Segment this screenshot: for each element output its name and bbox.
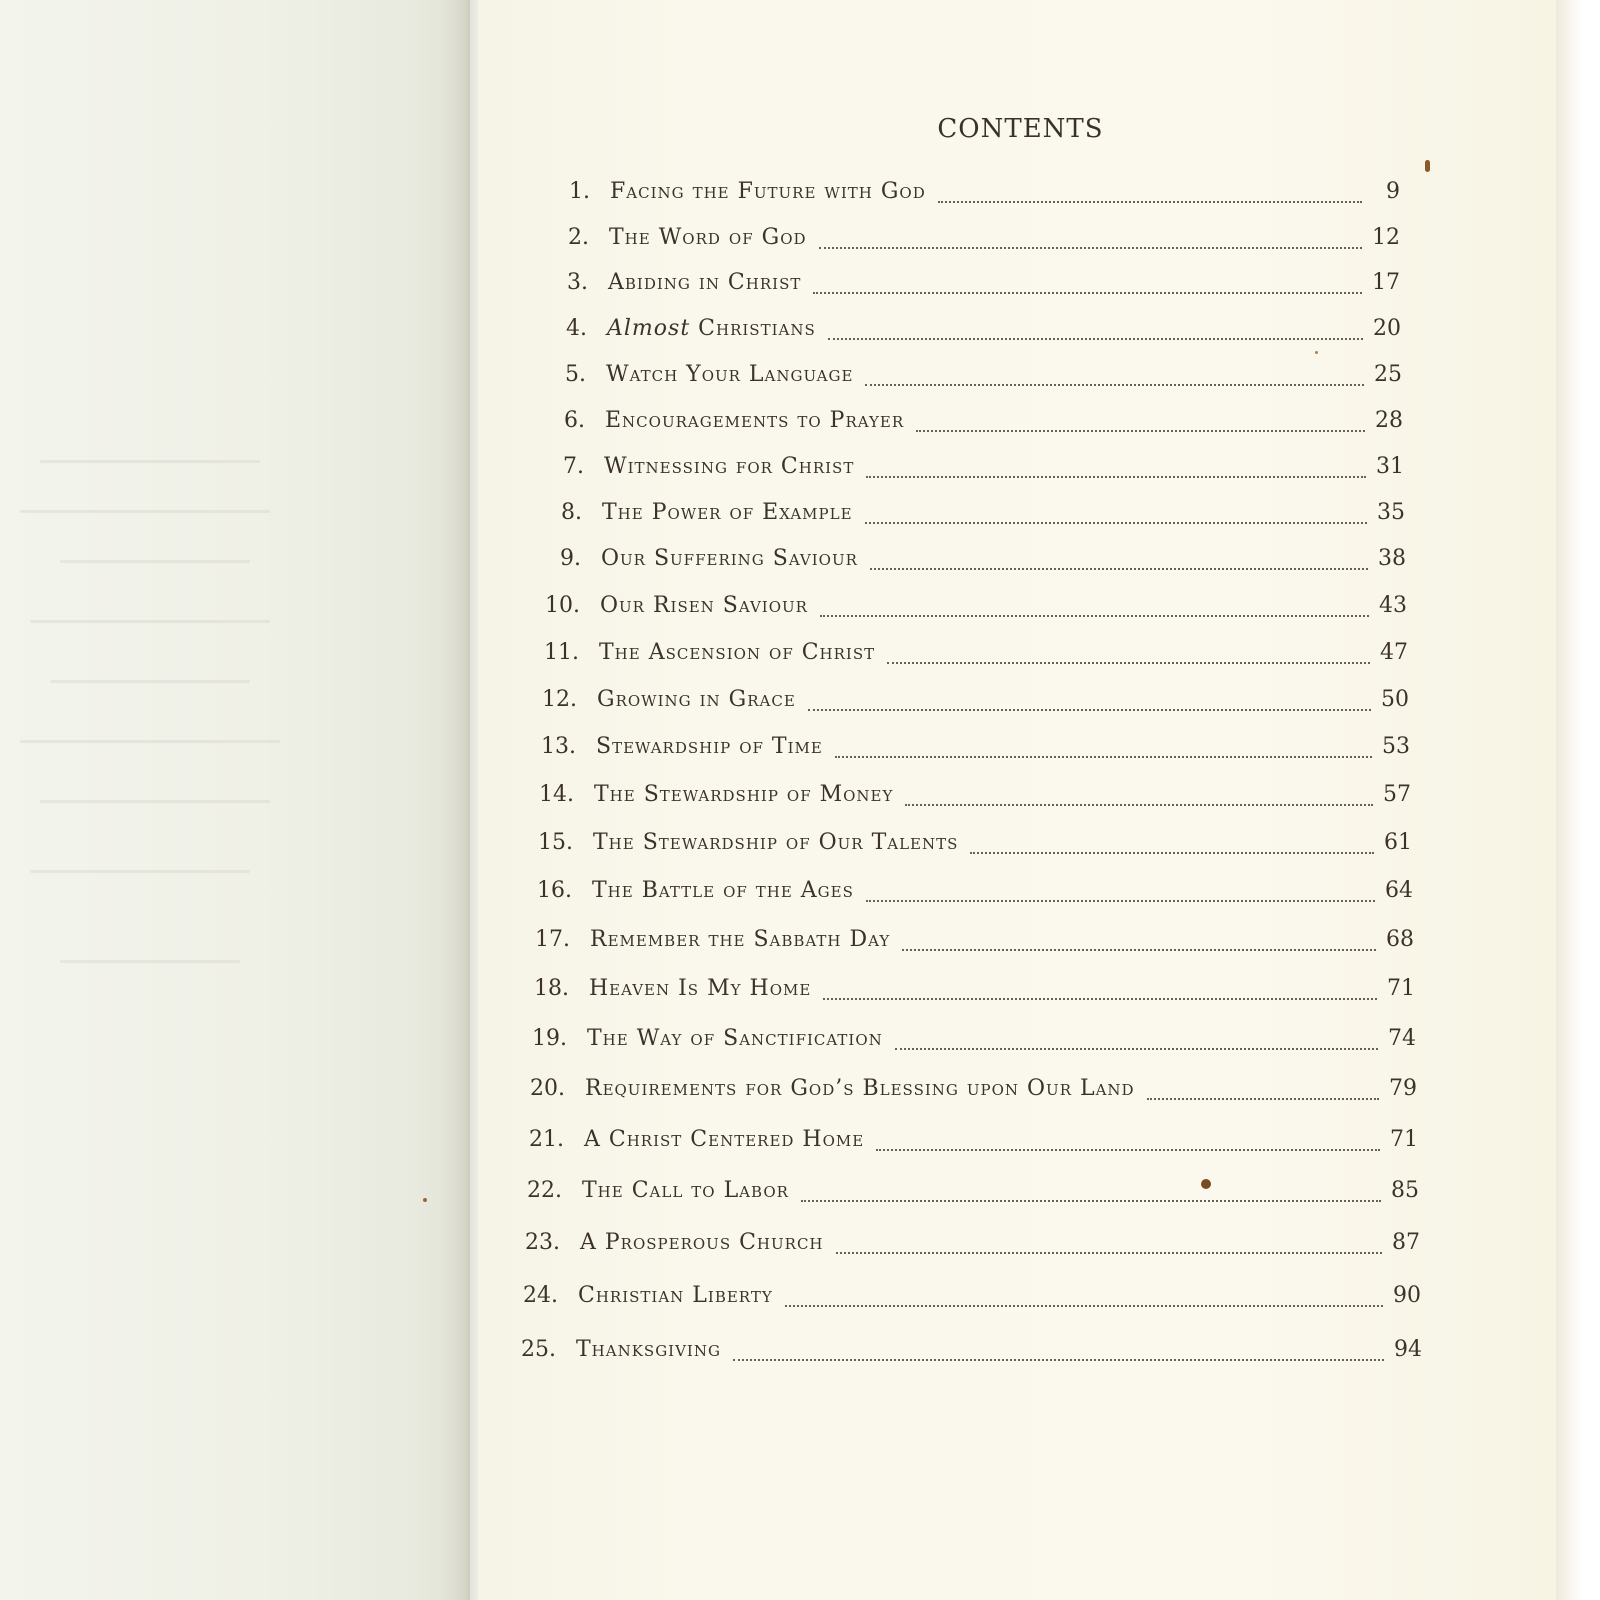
toc-entry-number: 10. [545, 593, 580, 618]
toc-entry-title: Watch Your Language [606, 362, 854, 387]
toc-entry-number: 25. [521, 1337, 556, 1362]
toc-entry-page: 47 [1380, 640, 1408, 665]
dot-leader [785, 1305, 1383, 1307]
toc-entry-title [607, 316, 816, 341]
toc-entry [512, 1178, 1419, 1210]
toc-entry-title: The Power of Example [602, 500, 853, 525]
toc-entry-number: 15. [538, 830, 573, 855]
toc-entry-title-rest: Christians [698, 316, 816, 341]
toc-entry-number: 20. [530, 1076, 565, 1101]
contents-heading: CONTENTS [937, 114, 1104, 144]
toc-entry [532, 500, 1405, 532]
toc-entry-page: 38 [1378, 546, 1406, 571]
toc-entry [510, 1230, 1420, 1262]
toc-entry-page: 61 [1384, 830, 1412, 855]
dot-leader [819, 247, 1362, 249]
toc-entry-page: 17 [1372, 270, 1400, 295]
toc-entry-title: A Christ Centered Home [584, 1127, 865, 1152]
toc-entry [531, 546, 1406, 578]
toc-entry-page: 90 [1393, 1283, 1421, 1308]
toc-entry [517, 1026, 1416, 1058]
toc-entry-page: 87 [1392, 1230, 1420, 1255]
toc-entry-title: Witnessing for Christ [604, 454, 855, 479]
toc-entry [519, 976, 1415, 1008]
dot-leader [823, 998, 1377, 1000]
toc-entry [530, 593, 1407, 625]
toc-entry-title: The Stewardship of Money [594, 782, 894, 807]
dot-leader [813, 292, 1362, 294]
dot-leader [836, 1252, 1382, 1254]
toc-entry [506, 1337, 1422, 1369]
toc-entry-number: 24. [523, 1283, 558, 1308]
toc-entry-page: 79 [1389, 1076, 1417, 1101]
toc-entry-page: 94 [1394, 1337, 1422, 1362]
toc-entry-title: Thanksgiving [576, 1337, 721, 1362]
toc-entry-page: 57 [1383, 782, 1411, 807]
toc-entry-number: 2. [568, 225, 589, 250]
dot-leader [870, 568, 1368, 570]
toc-entry-number: 8. [561, 500, 582, 525]
toc-entry-page: 53 [1382, 734, 1410, 759]
toc-entry-title: Our Suffering Saviour [601, 546, 858, 571]
toc-entry-page: 64 [1385, 878, 1413, 903]
toc-entry-title: Heaven Is My Home [589, 976, 812, 1001]
toc-entry-number: 6. [564, 408, 585, 433]
toc-entry-number: 17. [535, 927, 570, 952]
toc-entry-number: 12. [542, 687, 577, 712]
toc-entry [536, 362, 1402, 394]
dot-leader [970, 852, 1374, 854]
dot-leader [866, 900, 1375, 902]
toc-entry-number: 18. [534, 976, 569, 1001]
toc-entry [534, 454, 1404, 486]
toc-entry [508, 1283, 1421, 1315]
toc-entry-page: 71 [1390, 1127, 1418, 1152]
toc-entry-page: 35 [1377, 500, 1405, 525]
dot-leader [828, 338, 1363, 340]
dot-leader [876, 1149, 1380, 1151]
toc-entry [520, 927, 1414, 959]
toc-entry-number: 22. [527, 1178, 562, 1203]
toc-entry-number: 9. [560, 546, 581, 571]
toc-entry-number: 4. [566, 316, 587, 341]
toc-entry-number: 11. [544, 640, 579, 665]
toc-entry [522, 878, 1413, 910]
dot-leader [887, 662, 1370, 664]
toc-entry-number: 16. [537, 878, 572, 903]
toc-entry-page: 43 [1379, 593, 1407, 618]
dot-leader [902, 949, 1376, 951]
toc-entry [524, 782, 1411, 814]
dot-leader [916, 430, 1365, 432]
toc-entry-title: The Ascension of Christ [599, 640, 876, 665]
toc-entry-number: 13. [541, 734, 576, 759]
toc-entry-number: 14. [539, 782, 574, 807]
dot-leader [820, 615, 1369, 617]
toc-entry-title: Stewardship of Time [596, 734, 823, 759]
toc-entry-page: 28 [1375, 408, 1403, 433]
toc-entry-title: The Stewardship of Our Talents [593, 830, 959, 855]
toc-entry [529, 640, 1408, 672]
toc-entry [527, 687, 1409, 719]
dot-leader [865, 384, 1364, 386]
toc-entry-number: 7. [563, 454, 584, 479]
toc-entry-number: 3. [567, 270, 588, 295]
toc-entry [538, 270, 1400, 302]
toc-entry-title: Encouragements to Prayer [605, 408, 905, 433]
toc-entry-title: Christian Liberty [578, 1283, 773, 1308]
toc-entry-title: The Battle of the Ages [592, 878, 854, 903]
toc-entry [515, 1076, 1417, 1108]
toc-entry-number: 21. [529, 1127, 564, 1152]
toc-entry-number: 5. [565, 362, 586, 387]
toc-entry-page: 71 [1387, 976, 1415, 1001]
toc-entry-number: 23. [525, 1230, 560, 1255]
toc-entry-page: 25 [1374, 362, 1402, 387]
toc-entry-title: Growing in Grace [597, 687, 796, 712]
toc-entry-title: Abiding in Christ [608, 270, 802, 295]
toc-entry-title: Facing the Future with God [610, 179, 926, 204]
dot-leader [808, 709, 1371, 711]
toc-entry-title: A Prosperous Church [580, 1230, 824, 1255]
dot-leader [866, 476, 1366, 478]
toc-entry-page: 68 [1386, 927, 1414, 952]
toc-entry-page: 12 [1372, 225, 1400, 250]
dot-leader [865, 522, 1367, 524]
toc-entry [514, 1127, 1418, 1159]
toc-entry [537, 316, 1401, 348]
toc-entry-page: 31 [1376, 454, 1404, 479]
toc-entry [523, 830, 1412, 862]
toc-entry-page: 9 [1386, 179, 1400, 204]
toc-entry [535, 408, 1403, 440]
dot-leader [835, 756, 1372, 758]
toc-entry-page: 20 [1373, 316, 1401, 341]
dot-leader [895, 1048, 1378, 1050]
toc-entry-title: Our Risen Saviour [600, 593, 808, 618]
dot-leader [938, 201, 1362, 203]
dot-leader [905, 804, 1373, 806]
toc-entry-number: 1. [569, 179, 590, 204]
toc-entry-title: The Call to Labor [582, 1178, 789, 1203]
dot-leader [733, 1359, 1384, 1361]
toc-entry-title: The Word of God [609, 225, 807, 250]
toc-entry-title: Requirements for God’s Blessing upon Our Land [585, 1076, 1135, 1101]
toc-entry [526, 734, 1410, 766]
toc-entry-title: Remember the Sabbath Day [590, 927, 891, 952]
toc-entry-page: 74 [1388, 1026, 1416, 1051]
dot-leader [1147, 1098, 1379, 1100]
toc-entry-title: The Way of Sanctification [587, 1026, 883, 1051]
toc-entry-page: 50 [1381, 687, 1409, 712]
toc-entry-number: 19. [532, 1026, 567, 1051]
toc-entry [540, 179, 1400, 211]
toc-entry [539, 225, 1400, 257]
dot-leader [801, 1200, 1381, 1202]
toc-entry-page: 85 [1391, 1178, 1419, 1203]
toc-entry-title-italic: Almost [607, 316, 691, 341]
